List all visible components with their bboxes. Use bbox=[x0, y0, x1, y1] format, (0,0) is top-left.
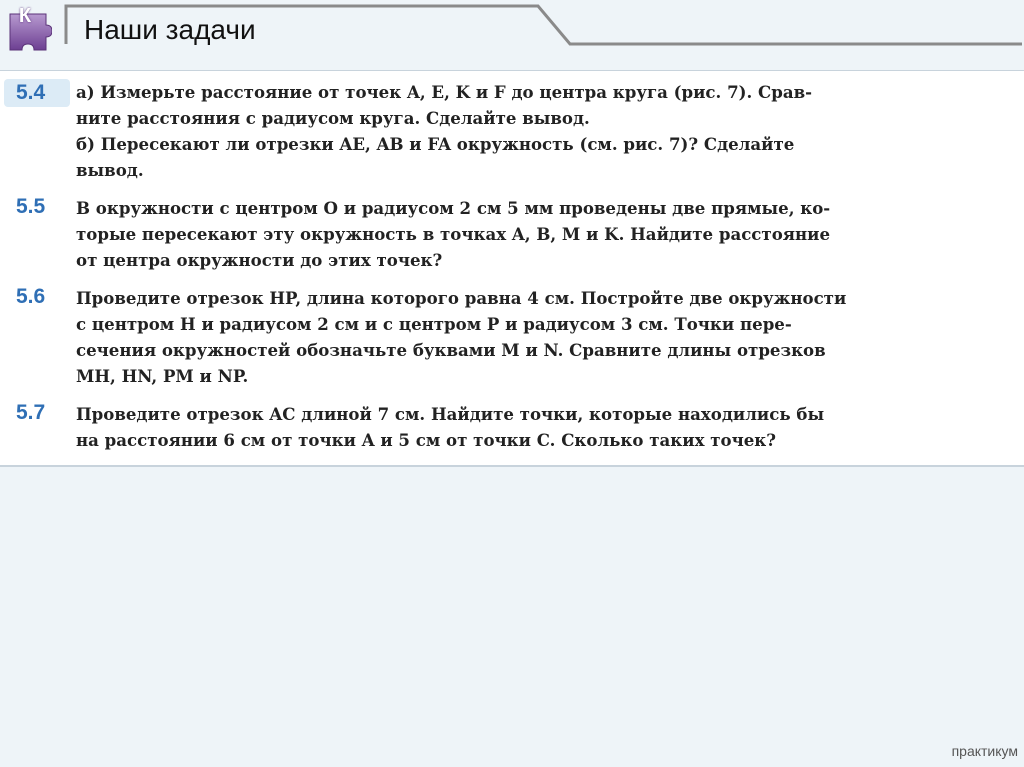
task-line: сечения окружностей обозначьте буквами M и N. Сравните длины отрезков bbox=[76, 340, 826, 360]
task-line: торые пересекают эту окружность в точках A, B, M и K. Найдите расстояние bbox=[76, 224, 831, 244]
task-line: с центром H и радиусом 2 см и с центром P и радиусом 3 см. Точки пере- bbox=[76, 314, 792, 334]
task-line: вывод. bbox=[76, 160, 144, 180]
task-number: 5.5 bbox=[16, 195, 46, 218]
task-text bbox=[76, 195, 1014, 273]
task-number: 5.7 bbox=[16, 401, 46, 424]
footer-label: практикум bbox=[951, 743, 1018, 759]
task-number: 5.4 bbox=[16, 81, 46, 104]
task-line: В окружности с центром O и радиусом 2 см 5 мм проведены две прямые, ко- bbox=[76, 198, 831, 218]
header bbox=[0, 0, 1024, 66]
task-text bbox=[76, 79, 1014, 183]
task-text bbox=[76, 285, 1014, 389]
task-number: 5.6 bbox=[16, 285, 46, 308]
page-title: Наши задачи bbox=[84, 14, 256, 45]
task-line: Проведите отрезок AC длиной 7 см. Найдите точки, которые находились бы bbox=[76, 404, 825, 424]
badge-letter: К bbox=[18, 5, 32, 27]
task-line: MH, HN, PM и NP. bbox=[76, 366, 249, 386]
task-sheet bbox=[0, 70, 1024, 467]
task-line: Проведите отрезок HP, длина которого равна 4 см. Постройте две окружности bbox=[76, 288, 847, 308]
task-line: от центра окружности до этих точек? bbox=[76, 250, 443, 270]
task-line: а) Измерьте расстояние от точек A, E, K и F до центра круга (рис. 7). Срав- bbox=[76, 82, 813, 102]
task-line: ните расстояния с радиусом круга. Сделайте вывод. bbox=[76, 108, 590, 128]
task-text bbox=[76, 401, 1014, 453]
task-line: на расстоянии 6 см от точки A и 5 см от точки C. Сколько таких точек? bbox=[76, 430, 777, 450]
task-line: б) Пересекают ли отрезки AE, AB и FA окружность (см. рис. 7)? Сделайте bbox=[76, 134, 795, 154]
